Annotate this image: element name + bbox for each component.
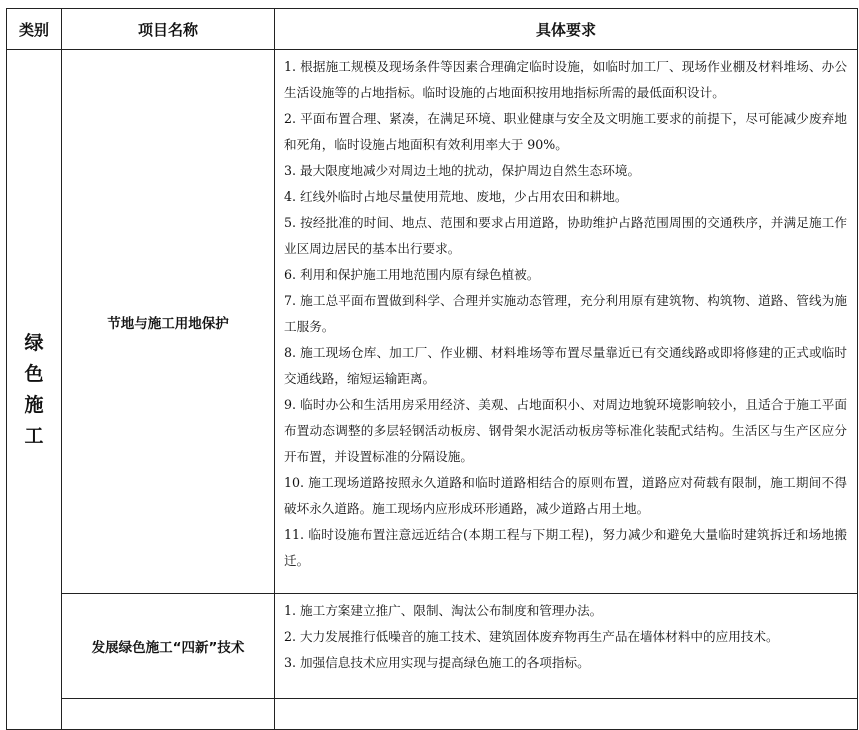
requirement-item: 7. 施工总平面布置做到科学、合理并实施动态管理，充分利用原有建筑物、构筑物、道路、管线为施工服务。 bbox=[284, 293, 847, 334]
header-item-name: 项目名称 bbox=[62, 9, 275, 50]
section-row-four-new-tech bbox=[7, 594, 858, 699]
requirement-item: 10. 施工现场道路按照永久道路和临时道路相结合的原则布置，道路应对荷载有限制，施工期间不得破坏永久道路。施工现场内应形成环形通路，减少道路占用土地。 bbox=[284, 475, 847, 516]
requirements-land-saving bbox=[275, 50, 858, 594]
requirement-item: 1. 根据施工规模及现场条件等因素合理确定临时设施，如临时加工厂、现场作业棚及材料堆场、办公生活设施等的占地指标。临时设施的占地面积按用地指标所需的最低面积设计。 bbox=[284, 59, 847, 100]
item-name-four-new-tech: 发展绿色施工“四新”技术 bbox=[62, 594, 275, 699]
requirement-item: 9. 临时办公和生活用房采用经济、美观、占地面积小、对周边地貌环境影响较小，且适合于施工平面布置动态调整的多层轻钢活动板房、钢骨架水泥活动板房等标准化装配式结构。生活区与生产区应分开布置，并设置标准的分隔设施。 bbox=[284, 397, 847, 464]
header-row bbox=[7, 9, 858, 50]
requirements-four-new-tech bbox=[275, 594, 858, 699]
requirement-item: 1. 施工方案建立推广、限制、淘汰公布制度和管理办法。 bbox=[284, 603, 603, 618]
requirement-item: 8. 施工现场仓库、加工厂、作业棚、材料堆场等布置尽量靠近已有交通线路或即将修建的正式或临时交通线路，缩短运输距离。 bbox=[284, 345, 847, 386]
category-label: 绿色施工 bbox=[24, 331, 44, 447]
next-row-partial bbox=[7, 699, 858, 730]
next-row-requirements-cell bbox=[275, 699, 858, 730]
requirement-item: 5. 按经批准的时间、地点、范围和要求占用道路，协助维护占路范围周围的交通秩序，并满足施工作业区周边居民的基本出行要求。 bbox=[284, 215, 847, 256]
requirement-item: 4. 红线外临时占地尽量使用荒地、废地，少占用农田和耕地。 bbox=[284, 189, 628, 204]
requirement-item: 2. 大力发展推行低噪音的施工技术、建筑固体废弃物再生产品在墙体材料中的应用技术。 bbox=[284, 629, 779, 644]
requirement-item: 3. 最大限度地减少对周边土地的扰动，保护周边自然生态环境。 bbox=[284, 163, 641, 178]
requirement-item: 6. 利用和保护施工用地范围内原有绿色植被。 bbox=[284, 267, 540, 282]
next-row-name-cell bbox=[62, 699, 275, 730]
header-category: 类别 bbox=[7, 9, 62, 50]
requirement-item: 2. 平面布置合理、紧凑，在满足环境、职业健康与安全及文明施工要求的前提下，尽可能减少废弃地和死角，临时设施占地面积有效利用率大于 90%。 bbox=[284, 111, 847, 152]
requirement-item: 11. 临时设施布置注意远近结合(本期工程与下期工程)，努力减少和避免大量临时建筑拆迁和场地搬迁。 bbox=[284, 527, 847, 568]
requirement-item: 3. 加强信息技术应用实现与提高绿色施工的各项指标。 bbox=[284, 655, 590, 670]
item-name-land-saving: 节地与施工用地保护 bbox=[62, 50, 275, 594]
section-row-land-saving bbox=[7, 50, 858, 594]
category-cell bbox=[7, 50, 62, 730]
header-requirements: 具体要求 bbox=[275, 9, 858, 50]
green-construction-table bbox=[6, 8, 858, 730]
